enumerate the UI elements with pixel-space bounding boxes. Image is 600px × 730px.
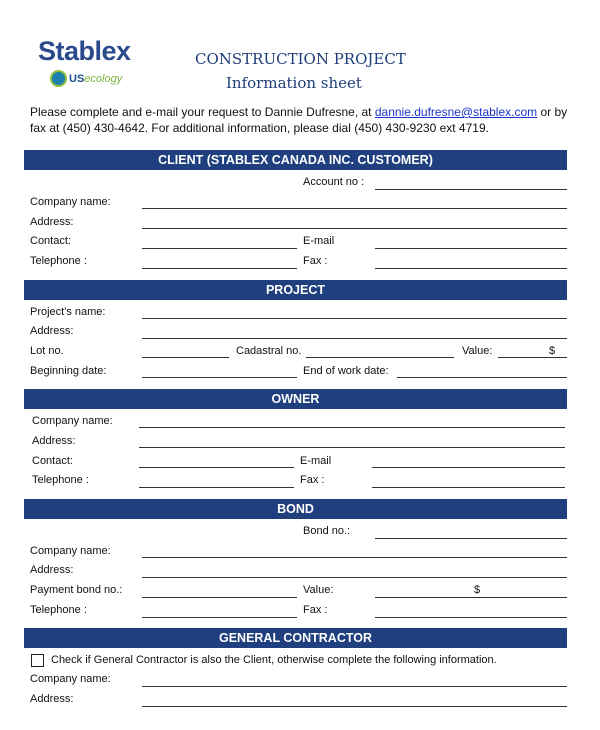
intro-line-1: [30, 105, 567, 119]
owner-telephone-field[interactable]: [139, 487, 294, 488]
bond-section-header: BOND: [24, 499, 567, 519]
project-end-date-field[interactable]: [397, 377, 567, 378]
client-email-field[interactable]: [375, 248, 567, 249]
intro-text-after: or by: [537, 105, 568, 119]
project-section-header: PROJECT: [24, 280, 567, 300]
owner-company-name-field[interactable]: [139, 427, 565, 428]
document-title: CONSTRUCTION PROJECT: [195, 50, 406, 68]
bond-payment-bond-no-field[interactable]: [142, 597, 297, 598]
project-beginning-date-label: Beginning date:: [30, 365, 107, 377]
owner-email-label: E-mail: [300, 455, 332, 467]
client-telephone-label: Telephone :: [30, 255, 87, 267]
bond-address-field[interactable]: [142, 577, 567, 578]
bond-no-field[interactable]: [375, 538, 567, 539]
owner-section-header: OWNER: [24, 389, 567, 409]
bond-value-dollar-sign: $: [474, 584, 481, 596]
project-value-label: Value:: [462, 345, 493, 357]
general-contractor-section-header: GENERAL CONTRACTOR: [24, 628, 567, 648]
project-value-dollar-sign: $: [549, 345, 556, 357]
owner-telephone-label: Telephone :: [32, 474, 89, 486]
contractor-address-field[interactable]: [142, 706, 567, 707]
client-telephone-field[interactable]: [142, 268, 297, 269]
bond-company-name-field[interactable]: [142, 557, 567, 558]
client-email-label: E-mail: [303, 235, 335, 247]
client-fax-label: Fax :: [303, 255, 328, 267]
bond-value-label: Value:: [303, 584, 334, 596]
bond-company-name-label: Company name:: [30, 545, 111, 557]
project-lot-no-label: Lot no.: [30, 345, 64, 357]
client-section-header: CLIENT (STABLEX CANADA INC. CUSTOMER): [24, 150, 567, 170]
client-contact-label: Contact:: [30, 235, 71, 247]
project-cadastral-no-label: Cadastral no.: [236, 345, 302, 357]
client-account-no-label: Account no :: [303, 176, 365, 188]
owner-fax-label: Fax :: [300, 474, 325, 486]
project-name-field[interactable]: [142, 318, 567, 319]
owner-company-name-label: Company name:: [32, 415, 113, 427]
owner-fax-field[interactable]: [372, 487, 565, 488]
bond-value-field[interactable]: [375, 597, 567, 598]
client-contact-field[interactable]: [142, 248, 297, 249]
project-value-field[interactable]: [498, 357, 567, 358]
bond-telephone-label: Telephone :: [30, 604, 87, 616]
project-name-label: Project's name:: [30, 306, 106, 318]
client-address-label: Address:: [30, 216, 74, 228]
project-address-field[interactable]: [142, 338, 567, 339]
bond-fax-label: Fax :: [303, 604, 328, 616]
project-address-label: Address:: [30, 325, 74, 337]
email-link[interactable]: dannie.dufresne@stablex.com: [374, 105, 538, 119]
us-ecology-logo: [50, 70, 122, 87]
project-lot-no-field[interactable]: [142, 357, 229, 358]
logo-ecology-text: ecology: [84, 72, 123, 85]
bond-fax-field[interactable]: [375, 617, 567, 618]
contractor-address-label: Address:: [30, 693, 74, 705]
project-end-date-label: End of work date:: [303, 365, 389, 377]
bond-telephone-field[interactable]: [142, 617, 297, 618]
us-ecology-globe-icon: [50, 70, 67, 87]
logo-us-text: US: [69, 72, 85, 85]
bond-address-label: Address:: [30, 564, 74, 576]
stablex-logo: Stablex: [38, 36, 131, 66]
owner-address-label: Address:: [32, 435, 76, 447]
bond-payment-bond-no-label: Payment bond no.:: [30, 584, 123, 596]
client-address-field[interactable]: [142, 228, 567, 229]
document-subtitle: Information sheet: [226, 74, 362, 92]
client-fax-field[interactable]: [375, 268, 567, 269]
contractor-is-client-label: Check if General Contractor is also the Client, otherwise complete the following information.: [51, 654, 497, 666]
project-cadastral-no-field[interactable]: [306, 357, 454, 358]
contractor-is-client-checkbox[interactable]: [31, 654, 44, 667]
client-company-name-field[interactable]: [142, 208, 567, 209]
owner-contact-field[interactable]: [139, 467, 294, 468]
owner-address-field[interactable]: [139, 447, 565, 448]
bond-no-label: Bond no.:: [303, 525, 351, 537]
client-company-name-label: Company name:: [30, 196, 111, 208]
intro-text-before: Please complete and e-mail your request to Dannie Dufresne, at: [30, 105, 375, 119]
owner-email-field[interactable]: [372, 467, 565, 468]
owner-contact-label: Contact:: [32, 455, 73, 467]
client-account-no-field[interactable]: [375, 189, 567, 190]
intro-line-2: fax at (450) 430-4642. For additional information, please dial (450) 430-9230 ext 4719.: [30, 121, 489, 135]
contractor-company-name-label: Company name:: [30, 673, 111, 685]
project-beginning-date-field[interactable]: [142, 377, 297, 378]
contractor-company-name-field[interactable]: [142, 686, 567, 687]
